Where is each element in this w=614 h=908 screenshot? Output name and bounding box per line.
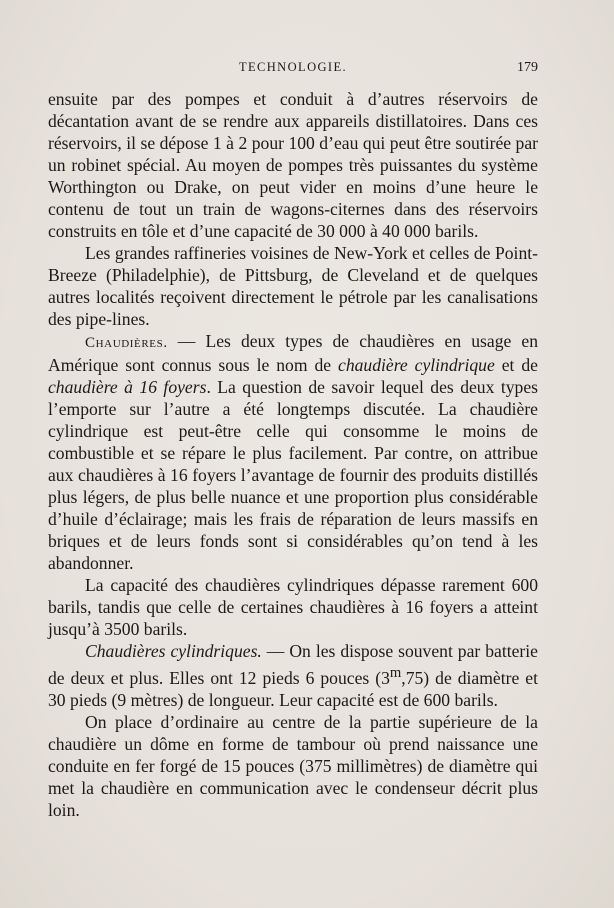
running-title: TECHNOLOGIE. [238, 60, 348, 74]
text-span: ,75) de diamètre et 30 pieds (9 mètres) de longueur. Leur capacité est de 600 barils. [48, 667, 538, 710]
italic-term-cylindrique: chaudière cylindrique [338, 355, 495, 375]
paragraph-chaudieres-cylindriques [48, 640, 538, 711]
paragraph-decantation: ensuite par des pompes et conduit à d’autres réservoirs de décantation avant de se rendre aux appareils distillatoires. Dans ces réservoirs, il se dépose 1 à 2 pour 100 d’eau qui peut être soutirée par un robinet spécial. Au moyen de pompes très puissantes du système Worthington ou Drake, on peut vider en moins d’une heure le contenu de tout un train de wagons-citernes dans des réservoirs construits en tôle et d’une capacité de 30 000 à 40 000 barils. [48, 89, 538, 241]
page-header [48, 60, 538, 80]
text-span: — On les dispose souvent par batterie de deux et plus. Elles ont 12 pieds 6 pouces (3 [48, 641, 538, 688]
text-span: et de [494, 355, 538, 375]
paragraph-capacite: La capacité des chaudières cylindriques dépasse rarement 600 barils, tandis que celle de certaines chaudières à 16 foyers a atteint jusqu’à 3500 barils. [48, 575, 538, 639]
paragraph-dome: On place d’ordinaire au centre de la partie supérieure de la chaudière un dôme en forme de tambour où prend naissance une conduite en fer forgé de 15 pouces (375 millimètres) de diamètre qui met la chaudière en communication avec le condenseur décrit plus loin. [48, 711, 538, 820]
paragraph-chaudieres [48, 330, 538, 574]
superscript-unit: m [389, 665, 402, 681]
italic-term-16-foyers: chaudière à 16 foyers [48, 377, 207, 397]
page-number: 179 [517, 60, 538, 75]
section-heading-chaudieres: Chaudières. [85, 335, 168, 351]
italic-subheading-cylindriques: Chaudières cylindriques. [85, 641, 262, 661]
text-span: — Les deux types de chaudières en usage en Amérique sont connus sous le nom de [48, 331, 538, 375]
text-span: . La question de savoir lequel des deux types l’emporte sur l’autre a été longtemps discutée. La chaudière cylindrique est peut-être celle qui consomme le moins de combustible et se répare le plus facilement. Par contre, on attribue aux chaudières à 16 foyers l’avantage de fournir des produits distillés plus légers, de plus belle nuance et une proportion plus considérable d’huile d’éclairage; mais les frais de réparation de leurs massifs en briques et de leurs fonds sont si considérables qu’on tend à les abandonner. [48, 377, 538, 573]
body-text [48, 88, 538, 821]
paragraph-raffineries: Les grandes raffineries voisines de New-York et celles de Point-Breeze (Philadelphie), de Pittsburg, de Cleveland et de quelques autres localités reçoivent directement le pétrole par les canalisations des pipe-lines. [48, 243, 538, 329]
